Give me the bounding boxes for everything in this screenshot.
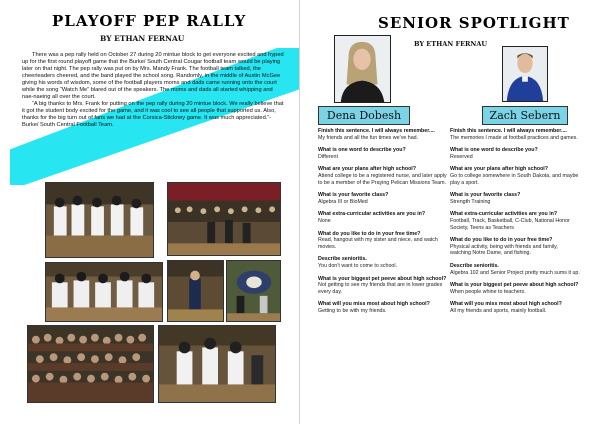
- qa-item: [318, 231, 448, 251]
- qa-item: [450, 192, 580, 205]
- qa-answer: Attend college to be a registered nurse, and later apply to be a member of the Praying Pelican Missions Team.: [318, 172, 447, 186]
- qa-item: [318, 147, 448, 160]
- qa-answer: Different: [318, 153, 338, 160]
- qa-item: [450, 147, 580, 160]
- qa-item: [318, 166, 448, 186]
- qa-question: What is your biggest pet peeve about high school?: [450, 282, 579, 289]
- qa-answer: When people whine to teachers.: [450, 288, 526, 295]
- qa-answer: Football, Track, Basketball, C-Club, National Honor Society, Teens as Teachers: [450, 217, 570, 231]
- qa-answer: Strength Training: [450, 198, 491, 205]
- qa-item: [318, 128, 448, 141]
- qa-question: What is your biggest pet peeve about high school?: [318, 275, 447, 282]
- qa-column-dena: [318, 128, 448, 320]
- page-title: SENIOR SPOTLIGHT: [378, 14, 570, 32]
- qa-question: What will you miss most about high school?: [450, 301, 562, 308]
- qa-answer: My friends and all the fun times we’ve had.: [318, 134, 419, 141]
- qa-answer: Reserved: [450, 153, 473, 160]
- qa-answer: Physical activity, being with friends and family, watching Notre Dame, and fishing.: [450, 243, 558, 257]
- portrait-zach-sebern: [502, 46, 548, 102]
- photo-team-seated: [45, 262, 163, 322]
- qa-answer: Getting to be with my friends.: [318, 307, 387, 314]
- qa-answer: All my friends and sports, mainly football.: [450, 307, 547, 314]
- article-paragraph: There was a pep rally held on October 27 during 20 mintue block to get everyone excited and hyped up for the first round playoff game that the Burke/ South Central Cougar football team would be playing later on that night. The pep rally was put on by Mrs. Mandy Frank. The football team talked, the cheerleaders cheered, and the band played the school song. Randomly, in the middle of Austin McGee giving his words of wisdom, some of the football players moms and dads came running onto the court while the song “Watch Me” blared out of the speakers. The moms and dads all started whipping and nae-naeing all over the court.: [22, 52, 284, 100]
- photo-speaker: [167, 260, 224, 322]
- qa-question: What do you like to do in your free time?: [318, 230, 421, 237]
- qa-question: Finish this sentence. I will always remember....: [318, 128, 435, 134]
- photo-gym-crowd: [167, 182, 281, 256]
- qa-question: Finish this sentence. I will always remember....: [450, 128, 567, 134]
- qa-question: What are your plans after high school?: [318, 166, 417, 173]
- photo-football-players: [45, 182, 154, 258]
- qa-item: [318, 192, 448, 205]
- qa-question: What do you like to do in your free time?: [450, 237, 553, 244]
- byline: BY ETHAN FERNAU: [414, 40, 488, 48]
- qa-question: What extra-curricular activities are you in?: [318, 211, 426, 218]
- qa-item: [450, 166, 580, 186]
- qa-answer: You don’t want to come to school.: [318, 262, 398, 269]
- qa-item: [450, 211, 580, 231]
- qa-answer: Go to college somewhere in South Dakota, and maybe play a sport.: [450, 172, 579, 186]
- qa-item: [318, 256, 448, 269]
- name-box-zach-sebern: Zach Sebern: [482, 106, 568, 125]
- page-title: PLAYOFF PEP RALLY: [52, 12, 247, 30]
- qa-item: [318, 301, 448, 314]
- qa-item: [450, 263, 580, 276]
- photo-players-hallway: [158, 325, 276, 403]
- article-body: [22, 52, 284, 129]
- right-page: [300, 0, 600, 424]
- name-box-dena-dobesh: Dena Dobesh: [318, 106, 410, 125]
- article-paragraph: “A big thanks to Mrs. Frank for putting on the pep rally during 20 mintue block. We really believe that it got the student body excited for the game, and it was cool to see all people that supported us. Also, thanks for the big turn out of fans we had at the Corsica-Stickney game. It was much appreciated.”-Burke/ South Central Football Team.: [22, 101, 284, 128]
- qa-question: What is one word to describe you?: [318, 147, 406, 154]
- qa-question: Describe senioritis.: [318, 256, 367, 263]
- qa-question: Describe senioritis.: [450, 262, 499, 269]
- qa-item: [318, 276, 448, 296]
- qa-answer: Not getting to see my friends that are in lower grades every day.: [318, 282, 443, 295]
- qa-question: What is your favorite class?: [318, 192, 389, 199]
- qa-item: [450, 128, 580, 141]
- portrait-dena-dobesh: [334, 35, 391, 103]
- qa-answer: The memories I made at football practices and games.: [450, 134, 578, 141]
- qa-item: [450, 237, 580, 257]
- qa-item: [450, 301, 580, 314]
- qa-question: What is your favorite class?: [450, 192, 521, 199]
- byline: BY ETHAN FERNAU: [100, 34, 185, 43]
- qa-answer: Algebra III or BioMed: [318, 198, 368, 205]
- qa-item: [450, 282, 580, 295]
- qa-question: What extra-curricular activities are you in?: [450, 211, 558, 218]
- qa-item: [318, 211, 448, 224]
- qa-question: What will you miss most about high school?: [318, 301, 430, 308]
- photo-eagle-mural: [226, 260, 281, 322]
- qa-column-zach: [450, 128, 580, 320]
- photo-student-section: [27, 325, 154, 403]
- qa-answer: None: [318, 217, 331, 224]
- qa-answer: Algebra 102 and Senior Project pretty much sums it up.: [450, 269, 580, 276]
- qa-answer: Read, hangout with my sister and niece, and watch movies.: [318, 237, 438, 250]
- qa-question: What is one word to describe you?: [450, 147, 538, 154]
- qa-question: What are your plans after high school?: [450, 166, 549, 173]
